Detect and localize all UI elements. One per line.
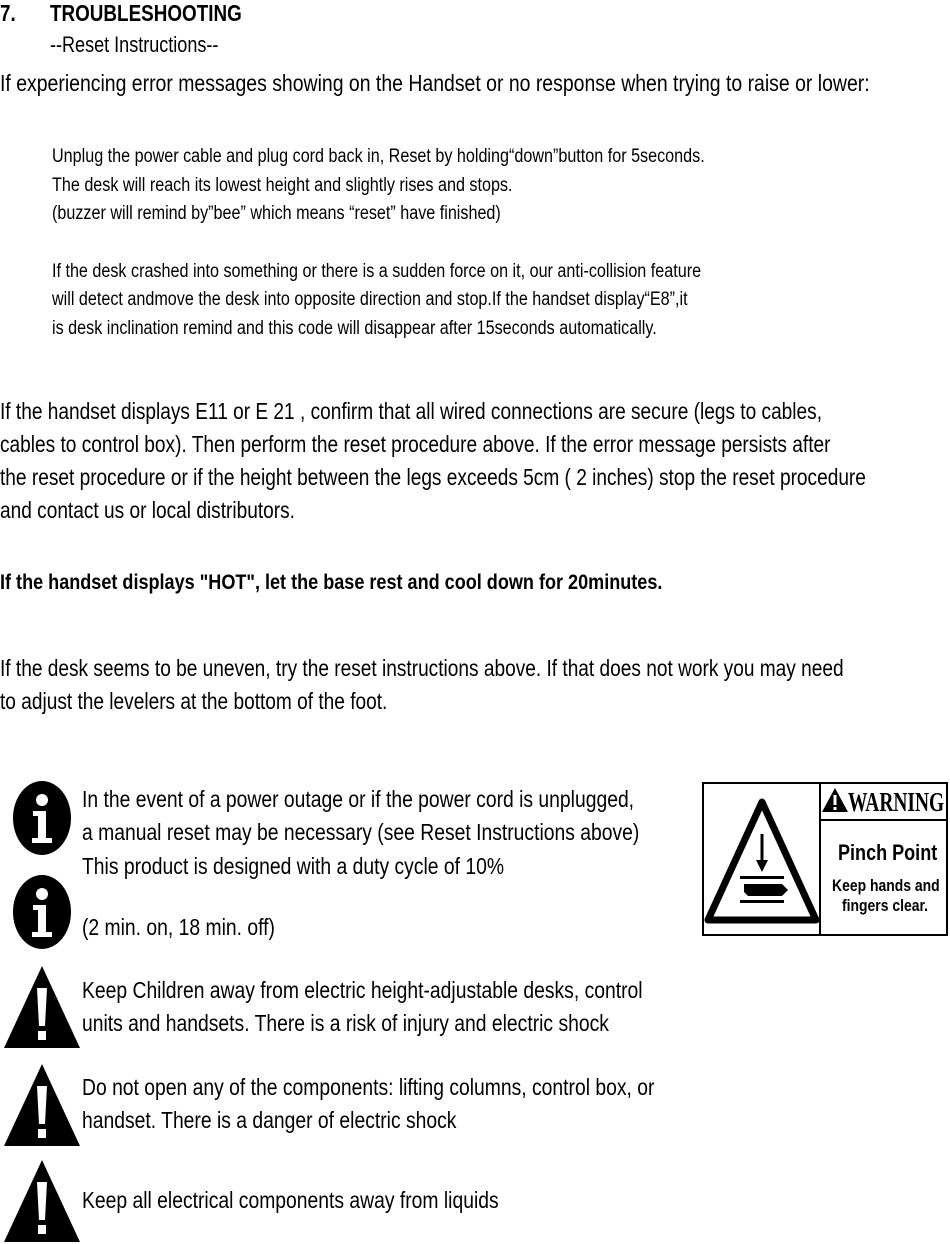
- exclamation-triangle-icon: [4, 1064, 80, 1146]
- exclamation-triangle-icon: [4, 1160, 80, 1242]
- notice-text-line: handset. There is a danger of electric shock: [82, 1107, 457, 1133]
- error-paragraph-line: the reset procedure or if the height between the legs exceeds 5cm ( 2 inches) stop the reset procedure: [0, 464, 866, 490]
- section-subheading: --Reset Instructions--: [50, 32, 219, 57]
- intro-text: If experiencing error messages showing on the Handset or no response when trying to raise or lower:: [0, 70, 870, 96]
- notice-text-line: Keep all electrical components away from liquids: [82, 1187, 499, 1213]
- collision-line: If the desk crashed into something or there is a sudden force on it, our anti-collision feature: [52, 261, 702, 282]
- section-number: 7.: [0, 0, 16, 26]
- collision-line: will detect andmove the desk into opposite direction and stop.If the handset display“E8”,it: [52, 289, 688, 310]
- info-icon: [12, 780, 72, 856]
- warning-sign-header: WARNING: [848, 787, 945, 817]
- exclamation-triangle-icon: [4, 966, 80, 1048]
- reset-step-line: The desk will reach its lowest height and slightly rises and stops.: [52, 175, 513, 196]
- notice-text-line: units and handsets. There is a risk of injury and electric shock: [82, 1010, 609, 1036]
- collision-line: is desk inclination remind and this code will disappear after 15seconds automatically.: [52, 318, 657, 339]
- info-icon: [12, 874, 72, 950]
- section-title: TROUBLESHOOTING: [50, 0, 242, 26]
- error-paragraph-line: If the handset displays E11 or E 21 , confirm that all wired connections are secure (legs to cables,: [0, 398, 823, 424]
- uneven-paragraph-line: If the desk seems to be uneven, try the reset instructions above. If that does not work you may need: [0, 655, 844, 681]
- error-paragraph-line: and contact us or local distributors.: [0, 497, 295, 523]
- warning-alert-icon: [822, 788, 848, 812]
- hot-notice: If the handset displays "HOT", let the base rest and cool down for 20minutes.: [0, 571, 663, 594]
- warning-sign-title: Pinch Point: [838, 840, 938, 865]
- notice-text-line: a manual reset may be necessary (see Reset Instructions above): [82, 819, 640, 845]
- notice-text-line: In the event of a power outage or if the power cord is unplugged,: [82, 786, 635, 812]
- notice-text-line: Do not open any of the components: lifting columns, control box, or: [82, 1074, 655, 1100]
- pinch-hazard-triangle-icon: [708, 802, 816, 920]
- error-paragraph-line: cables to control box). Then perform the reset procedure above. If the error message persists after: [0, 431, 831, 457]
- notice-text-line: Keep Children away from electric height-adjustable desks, control: [82, 977, 643, 1003]
- uneven-paragraph-line: to adjust the levelers at the bottom of the foot.: [0, 688, 388, 714]
- warning-sign-line: fingers clear.: [842, 896, 929, 915]
- reset-step-line: (buzzer will remind by”bee” which means “reset” have finished): [52, 203, 501, 224]
- reset-step-line: Unplug the power cable and plug cord back in, Reset by holding“down”button for 5seconds.: [52, 146, 705, 167]
- warning-sign-line: Keep hands and: [832, 876, 940, 895]
- pinch-point-warning-sign: [702, 782, 948, 936]
- notice-text-line: (2 min. on, 18 min. off): [82, 914, 275, 940]
- notice-text-line: This product is designed with a duty cycle of 10%: [82, 853, 505, 879]
